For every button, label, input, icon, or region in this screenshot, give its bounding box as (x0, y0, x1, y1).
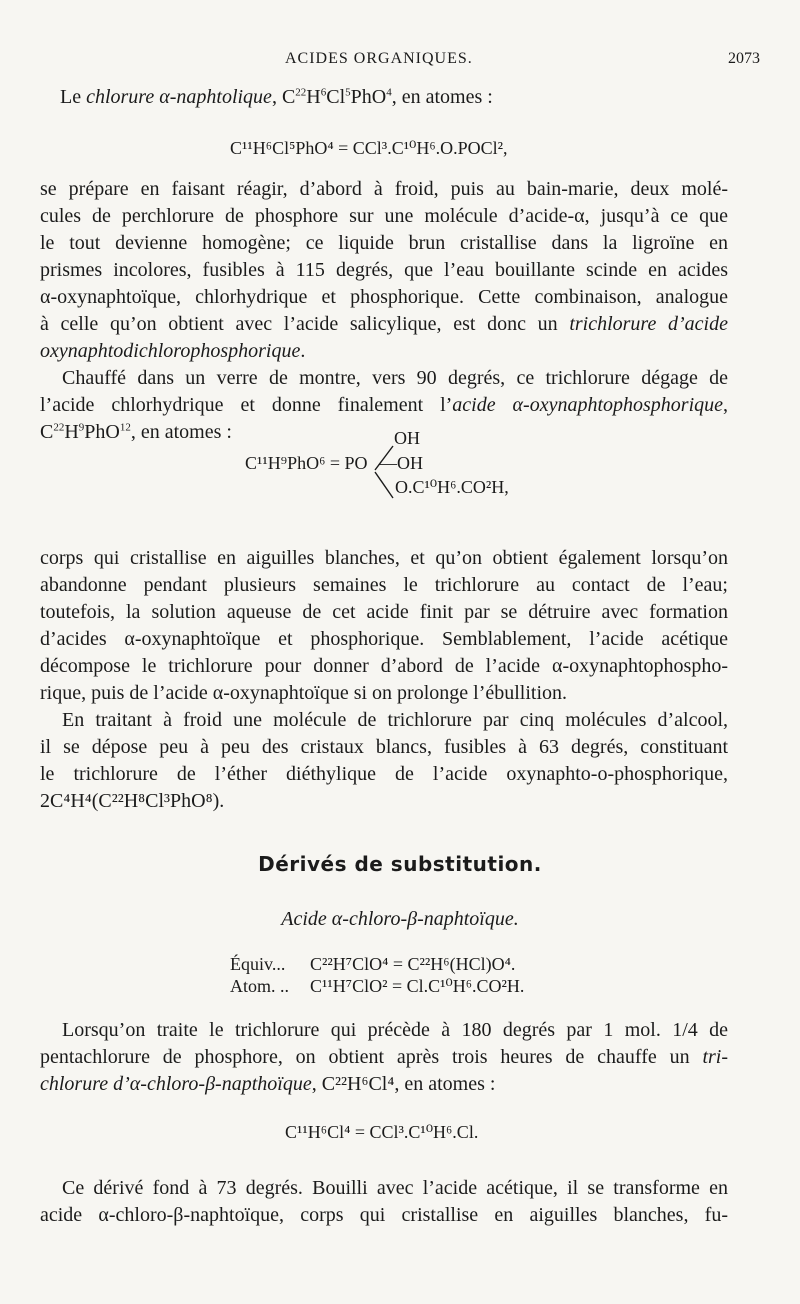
formula-label: Atom. .. (230, 976, 290, 996)
paragraph-1 (40, 176, 728, 365)
text-line: abandonne pendant plusieurs semaines le trichlorure au contact de l’eau; (40, 574, 728, 596)
text-line: le trichlorure de l’éther diéthylique de l’acide oxynaphto-o-phosphorique, (40, 763, 728, 785)
superscript: 22 (295, 86, 307, 99)
formula-fragment: —OH (379, 453, 423, 473)
text-run: H (306, 86, 321, 108)
page-number: 2073 (728, 50, 760, 67)
text-run: , en atomes : (391, 86, 493, 108)
text-line: toutefois, la solution aqueuse de cet acide finit par se détruire avec formation (40, 601, 728, 623)
formula-value: C²²H⁷ClO⁴ = C²²H⁶(HCl)O⁴. (310, 954, 516, 974)
subsection-heading: Acide α-chloro-β-naphtoïque. (281, 908, 519, 930)
text-line: Ce dérivé fond à 73 degrés. Bouilli avec l’acide acétique, il se transforme en (62, 1177, 728, 1199)
text-line (40, 311, 728, 338)
running-title: ACIDES ORGANIQUES. (285, 50, 473, 67)
formula-fragment: C¹¹H⁹PhO⁶ = PO (245, 453, 368, 473)
compound-name: oxynaphtodichlorophosphorique (40, 340, 301, 362)
text-line: d’acides α-oxynaphtoïque et phosphorique. Semblablement, l’acide acétique (40, 628, 728, 650)
text-line: se prépare en faisant réagir, d’abord à froid, puis au bain-marie, deux molé- (40, 178, 728, 200)
intro-line (40, 84, 728, 111)
text-run: à celle qu’on obtient avec l’acide salicylique, est donc un (40, 313, 570, 335)
text-run: Le (60, 86, 87, 108)
superscript: 22 (53, 421, 65, 434)
paragraph-4 (40, 707, 728, 815)
text-line: corps qui cristallise en aiguilles blanches, et qu’on obtient également lorsqu’on (40, 547, 728, 569)
compound-name: trichlorure d’acide (569, 313, 728, 335)
compound-name: chlorure d’α-chloro-β-napthoïque (40, 1073, 312, 1095)
compound-name: tri- (702, 1046, 728, 1068)
structural-formula (245, 428, 565, 523)
superscript: 6 (320, 86, 327, 99)
text-run: PhO (84, 421, 120, 443)
formula-fragment: OH (394, 428, 420, 448)
atomic-formula (230, 976, 524, 997)
text-run: . (300, 340, 306, 362)
text-run: PhO (350, 86, 387, 108)
text-run: pentachlorure de phosphore, on obtient après trois heures de chauffe un (40, 1046, 703, 1068)
text-run: , en atomes : (130, 421, 232, 443)
formula-1: C¹¹H⁶Cl⁵PhO⁴ = CCl³.C¹⁰H⁶.O.POCl², (230, 138, 508, 158)
text-run: , (723, 394, 729, 416)
equivalent-formula (230, 954, 515, 975)
running-header (0, 50, 800, 74)
compound-name: chlorure α-naphtolique (86, 86, 272, 108)
formula-3: C¹¹H⁶Cl⁴ = CCl³.C¹⁰H⁶.Cl. (285, 1122, 479, 1142)
formula-value: C¹¹H⁷ClO² = Cl.C¹⁰H⁶.CO²H. (310, 976, 525, 996)
superscript: 9 (78, 421, 85, 434)
text-line: En traitant à froid une molécule de trichlorure par cinq molécules d’alcool, (62, 709, 728, 731)
superscript: 4 (386, 86, 392, 99)
paragraph-3 (40, 545, 728, 707)
text-run: Cl (326, 86, 346, 108)
text-run: C (40, 421, 54, 443)
superscript: 12 (119, 421, 131, 434)
text-line: rique, puis de l’acide α-oxynaphtoïque si on prolonge l’ébullition. (40, 682, 568, 704)
text-line: 2C⁴H⁴(C²²H⁸Cl³PhO⁸). (40, 790, 225, 812)
text-line (40, 1044, 728, 1071)
text-line (40, 338, 728, 365)
formula-label: Équiv... (230, 954, 286, 974)
paragraph-6 (40, 1175, 728, 1229)
text-run: , C (271, 86, 296, 108)
section-heading: Dérivés de substitution. (258, 852, 542, 876)
text-line: α-oxynaphtoïque, chlorhydrique et phosphorique. Cette combinaison, analogue (40, 286, 728, 308)
compound-name: acide α-oxynaphtophosphorique (452, 394, 724, 416)
text-line: Chauffé dans un verre de montre, vers 90 degrés, ce trichlorure dégage de (62, 367, 728, 389)
text-line: acide α-chloro-β-naphtoïque, corps qui cristallise en aiguilles blanches, fu- (40, 1204, 728, 1226)
text-run: H (64, 421, 79, 443)
text-line (40, 1071, 728, 1098)
text-run: l’acide chlorhydrique et donne finalement l’ (40, 394, 453, 416)
text-line: le tout devienne homogène; ce liquide brun cristallise dans la ligroïne en (40, 232, 728, 254)
text-line: prismes incolores, fusibles à 115 degrés, que l’eau bouillante scinde en acides (40, 259, 728, 281)
text-line: Lorsqu’on traite le trichlorure qui précède à 180 degrés par 1 mol. 1/4 de (62, 1019, 728, 1041)
text-line: décompose le trichlorure pour donner d’abord de l’acide α-oxynaphtophospho- (40, 655, 728, 677)
formula-fragment: O.C¹⁰H⁶.CO²H, (395, 477, 509, 497)
superscript: 5 (345, 86, 351, 99)
text-run: , C²²H⁶Cl⁴, en atomes : (311, 1073, 496, 1095)
text-line (40, 392, 728, 419)
paragraph-5 (40, 1017, 728, 1098)
text-line: cules de perchlorure de phosphore sur une molécule d’acide-α, jusqu’à ce que (40, 205, 728, 227)
text-line: il se dépose peu à peu des cristaux blancs, fusibles à 63 degrés, constituant (40, 736, 728, 758)
